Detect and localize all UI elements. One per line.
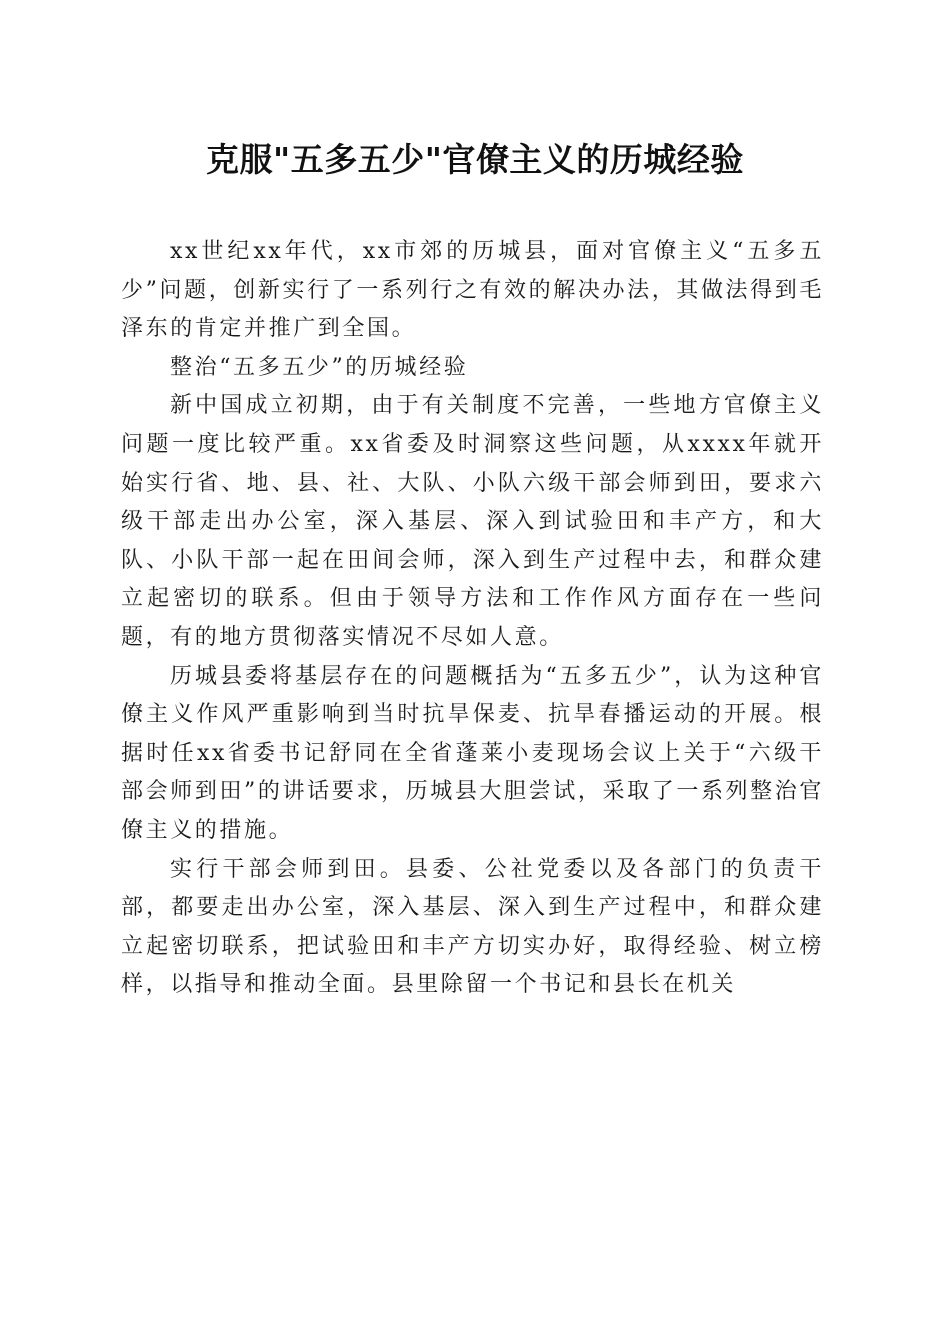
document-body — [121, 233, 824, 1005]
section-heading: 整治“五多五少”的历城经验 — [170, 354, 469, 380]
measure-paragraph: 实行干部会师到田。县委、公社党委以及各部门的负责干部，都要走出办公室，深入基层、深入到生产过程中，和群众建立起密切联系，把试验田和丰产方切实办好，取得经验、树立榜样，以指导和推动全面。县里除留一个书记和县长在机关 — [121, 856, 824, 998]
background-paragraph: 新中国成立初期，由于有关制度不完善，一些地方官僚主义问题一度比较严重。xx省委及时洞察这些问题，从xxxx年就开始实行省、地、县、社、大队、小队六级干部会师到田，要求六级干部走出办公室，深入基层、深入到试验田和丰产方，和大队、小队干部一起在田间会师，深入到生产过程中去，和群众建立起密切的联系。但由于领导方法和工作作风方面存在一些问题，有的地方贯彻落实情况不尽如人意。 — [121, 393, 824, 650]
problem-paragraph: 历城县委将基层存在的问题概括为“五多五少”，认为这种官僚主义作风严重影响到当时抗旱保麦、抗旱春播运动的开展。根据时任xx省委书记舒同在全省蓬莱小麦现场会议上关于“六级干部会师到田”的讲话要求，历城县大胆尝试，采取了一系列整治官僚主义的措施。 — [121, 663, 824, 843]
document-title: 克服"五多五少"官僚主义的历城经验 — [206, 140, 744, 179]
intro-paragraph: xx世纪xx年代，xx市郊的历城县，面对官僚主义“五多五少”问题，创新实行了一系列行之有效的解决办法，其做法得到毛泽东的肯定并推广到全国。 — [121, 239, 824, 342]
